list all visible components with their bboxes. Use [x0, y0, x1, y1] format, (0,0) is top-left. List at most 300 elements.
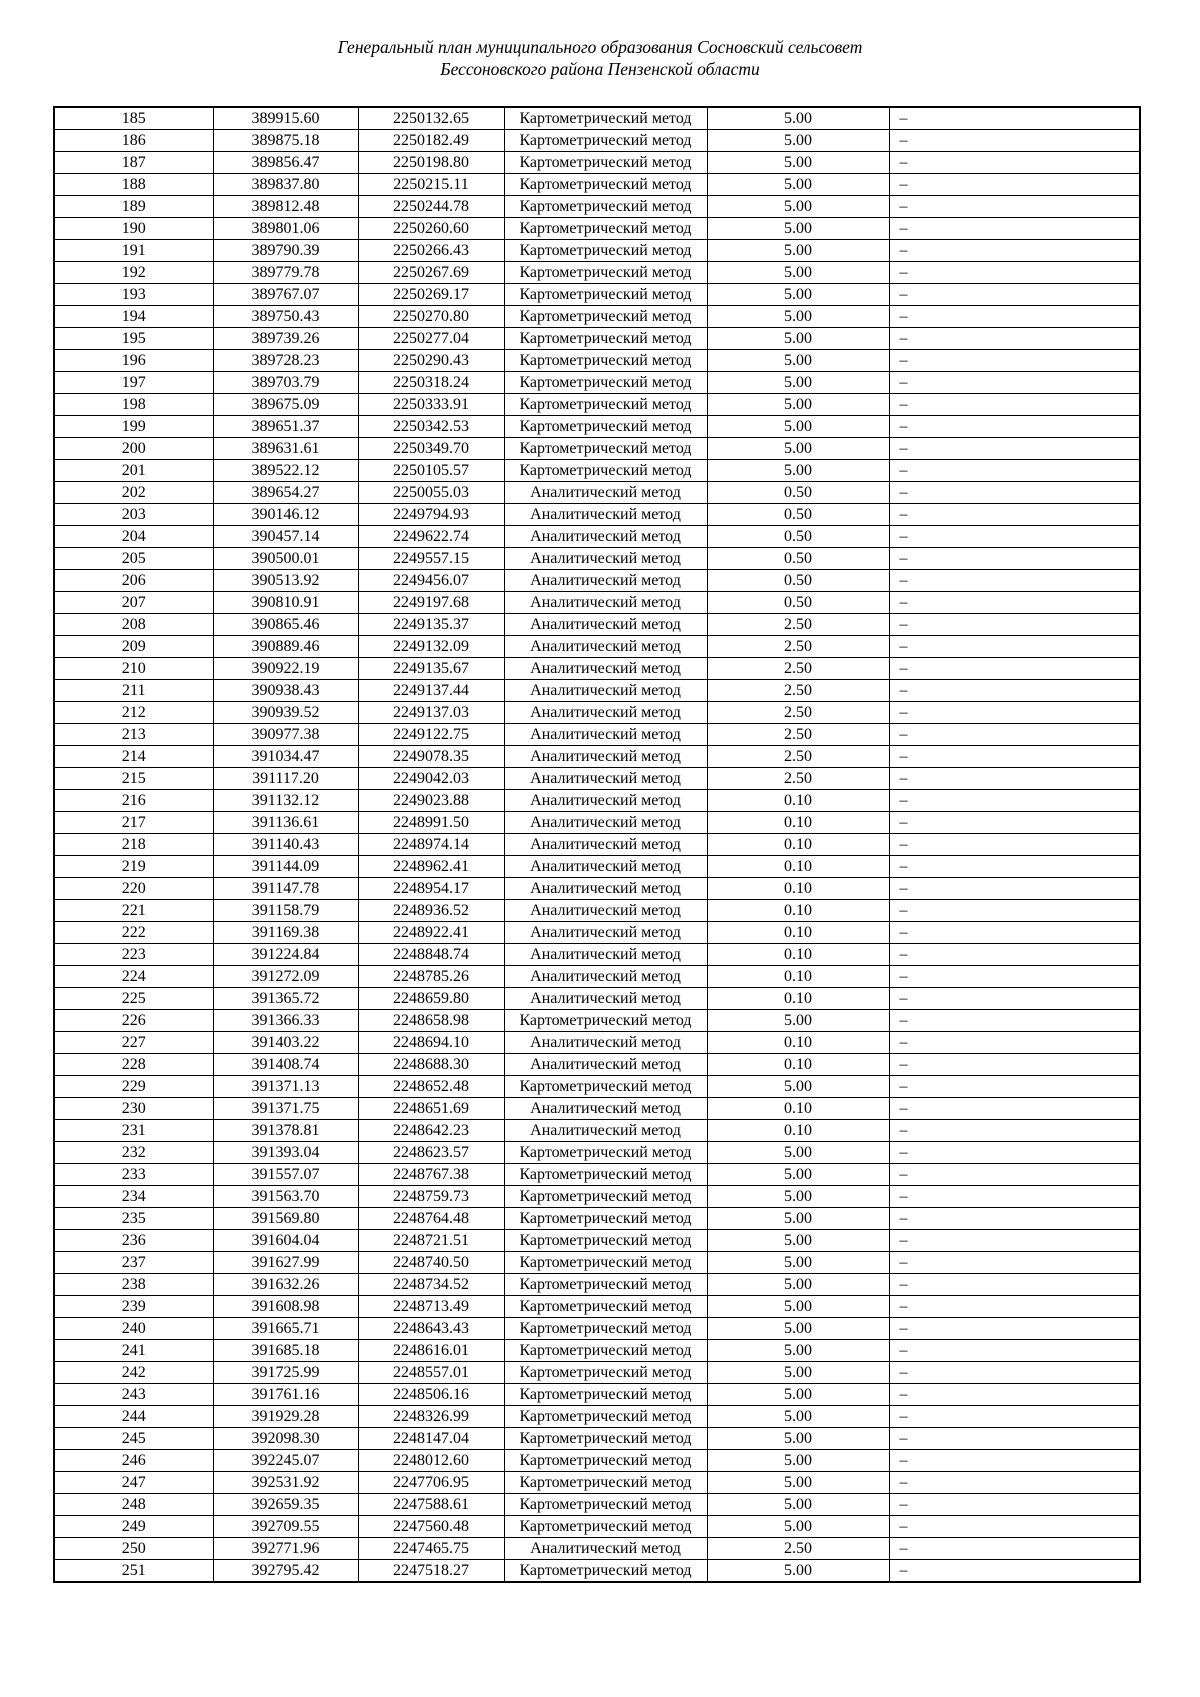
description-cell: – — [889, 1340, 1140, 1362]
table-row — [54, 592, 1140, 614]
table-row — [54, 746, 1140, 768]
description-cell: – — [889, 1010, 1140, 1032]
table-row — [54, 680, 1140, 702]
table-row — [54, 1538, 1140, 1560]
table-row — [54, 1032, 1140, 1054]
x-coordinate-cell: 391366.33 — [213, 1010, 358, 1032]
x-coordinate-cell: 391563.70 — [213, 1186, 358, 1208]
accuracy-cell: 5.00 — [707, 1560, 889, 1583]
method-cell: Картометрический метод — [504, 1164, 707, 1186]
y-coordinate-cell: 2249042.03 — [358, 768, 504, 790]
table-row — [54, 944, 1140, 966]
description-cell: – — [889, 328, 1140, 350]
accuracy-cell: 5.00 — [707, 152, 889, 174]
point-number-cell: 217 — [54, 812, 213, 834]
method-cell: Картометрический метод — [504, 1472, 707, 1494]
point-number-cell: 242 — [54, 1362, 213, 1384]
point-number-cell: 228 — [54, 1054, 213, 1076]
y-coordinate-cell: 2250182.49 — [358, 130, 504, 152]
y-coordinate-cell: 2249132.09 — [358, 636, 504, 658]
method-cell: Картометрический метод — [504, 1186, 707, 1208]
description-cell: – — [889, 262, 1140, 284]
table-row — [54, 526, 1140, 548]
table-row — [54, 614, 1140, 636]
method-cell: Картометрический метод — [504, 174, 707, 196]
y-coordinate-cell: 2248962.41 — [358, 856, 504, 878]
y-coordinate-cell: 2249137.03 — [358, 702, 504, 724]
method-cell: Картометрический метод — [504, 1560, 707, 1583]
description-cell: – — [889, 1472, 1140, 1494]
description-cell: – — [889, 1274, 1140, 1296]
method-cell: Картометрический метод — [504, 372, 707, 394]
y-coordinate-cell: 2248623.57 — [358, 1142, 504, 1164]
method-cell: Картометрический метод — [504, 1362, 707, 1384]
y-coordinate-cell: 2248785.26 — [358, 966, 504, 988]
description-cell: – — [889, 1538, 1140, 1560]
accuracy-cell: 5.00 — [707, 416, 889, 438]
y-coordinate-cell: 2248767.38 — [358, 1164, 504, 1186]
description-cell: – — [889, 702, 1140, 724]
accuracy-cell: 0.50 — [707, 482, 889, 504]
point-number-cell: 197 — [54, 372, 213, 394]
accuracy-cell: 5.00 — [707, 328, 889, 350]
y-coordinate-cell: 2250333.91 — [358, 394, 504, 416]
y-coordinate-cell: 2248658.98 — [358, 1010, 504, 1032]
description-cell: – — [889, 746, 1140, 768]
point-number-cell: 243 — [54, 1384, 213, 1406]
table-row — [54, 658, 1140, 680]
method-cell: Аналитический метод — [504, 834, 707, 856]
method-cell: Аналитический метод — [504, 900, 707, 922]
description-cell: – — [889, 174, 1140, 196]
table-row — [54, 1384, 1140, 1406]
y-coordinate-cell: 2248974.14 — [358, 834, 504, 856]
accuracy-cell: 0.50 — [707, 504, 889, 526]
table-row — [54, 1362, 1140, 1384]
y-coordinate-cell: 2248694.10 — [358, 1032, 504, 1054]
point-number-cell: 251 — [54, 1560, 213, 1583]
point-number-cell: 225 — [54, 988, 213, 1010]
accuracy-cell: 0.10 — [707, 1032, 889, 1054]
accuracy-cell: 5.00 — [707, 350, 889, 372]
x-coordinate-cell: 391393.04 — [213, 1142, 358, 1164]
y-coordinate-cell: 2248991.50 — [358, 812, 504, 834]
description-cell: – — [889, 658, 1140, 680]
y-coordinate-cell: 2250244.78 — [358, 196, 504, 218]
method-cell: Аналитический метод — [504, 944, 707, 966]
x-coordinate-cell: 390810.91 — [213, 592, 358, 614]
method-cell: Аналитический метод — [504, 878, 707, 900]
x-coordinate-cell: 389750.43 — [213, 306, 358, 328]
x-coordinate-cell: 389812.48 — [213, 196, 358, 218]
description-cell: – — [889, 107, 1140, 130]
y-coordinate-cell: 2249557.15 — [358, 548, 504, 570]
method-cell: Картометрический метод — [504, 107, 707, 130]
description-cell: – — [889, 1406, 1140, 1428]
accuracy-cell: 5.00 — [707, 1472, 889, 1494]
x-coordinate-cell: 391272.09 — [213, 966, 358, 988]
method-cell: Картометрический метод — [504, 196, 707, 218]
x-coordinate-cell: 390513.92 — [213, 570, 358, 592]
x-coordinate-cell: 392659.35 — [213, 1494, 358, 1516]
accuracy-cell: 5.00 — [707, 1428, 889, 1450]
method-cell: Картометрический метод — [504, 1010, 707, 1032]
point-number-cell: 250 — [54, 1538, 213, 1560]
y-coordinate-cell: 2249197.68 — [358, 592, 504, 614]
method-cell: Картометрический метод — [504, 328, 707, 350]
accuracy-cell: 0.50 — [707, 548, 889, 570]
y-coordinate-cell: 2250267.69 — [358, 262, 504, 284]
y-coordinate-cell: 2248954.17 — [358, 878, 504, 900]
x-coordinate-cell: 391144.09 — [213, 856, 358, 878]
point-number-cell: 200 — [54, 438, 213, 460]
accuracy-cell: 0.10 — [707, 834, 889, 856]
description-cell: – — [889, 1494, 1140, 1516]
y-coordinate-cell: 2250342.53 — [358, 416, 504, 438]
y-coordinate-cell: 2250318.24 — [358, 372, 504, 394]
document-header — [0, 36, 1200, 80]
description-cell: – — [889, 988, 1140, 1010]
accuracy-cell: 0.10 — [707, 790, 889, 812]
description-cell: – — [889, 1142, 1140, 1164]
y-coordinate-cell: 2248642.23 — [358, 1120, 504, 1142]
point-number-cell: 227 — [54, 1032, 213, 1054]
accuracy-cell: 2.50 — [707, 636, 889, 658]
x-coordinate-cell: 391632.26 — [213, 1274, 358, 1296]
point-number-cell: 226 — [54, 1010, 213, 1032]
x-coordinate-cell: 391132.12 — [213, 790, 358, 812]
x-coordinate-cell: 391403.22 — [213, 1032, 358, 1054]
description-cell: – — [889, 372, 1140, 394]
method-cell: Аналитический метод — [504, 702, 707, 724]
x-coordinate-cell: 391608.98 — [213, 1296, 358, 1318]
x-coordinate-cell: 392098.30 — [213, 1428, 358, 1450]
description-cell: – — [889, 1318, 1140, 1340]
accuracy-cell: 0.10 — [707, 922, 889, 944]
table-row — [54, 416, 1140, 438]
point-number-cell: 201 — [54, 460, 213, 482]
point-number-cell: 249 — [54, 1516, 213, 1538]
point-number-cell: 245 — [54, 1428, 213, 1450]
accuracy-cell: 5.00 — [707, 1450, 889, 1472]
y-coordinate-cell: 2250055.03 — [358, 482, 504, 504]
y-coordinate-cell: 2249122.75 — [358, 724, 504, 746]
x-coordinate-cell: 391929.28 — [213, 1406, 358, 1428]
accuracy-cell: 5.00 — [707, 107, 889, 130]
y-coordinate-cell: 2248936.52 — [358, 900, 504, 922]
description-cell: – — [889, 944, 1140, 966]
description-cell: – — [889, 350, 1140, 372]
method-cell: Картометрический метод — [504, 306, 707, 328]
table-row — [54, 1406, 1140, 1428]
point-number-cell: 224 — [54, 966, 213, 988]
x-coordinate-cell: 389767.07 — [213, 284, 358, 306]
method-cell: Картометрический метод — [504, 1340, 707, 1362]
point-number-cell: 196 — [54, 350, 213, 372]
x-coordinate-cell: 389875.18 — [213, 130, 358, 152]
x-coordinate-cell: 389675.09 — [213, 394, 358, 416]
description-cell: – — [889, 636, 1140, 658]
coordinates-table-body — [54, 107, 1140, 1582]
y-coordinate-cell: 2248848.74 — [358, 944, 504, 966]
point-number-cell: 199 — [54, 416, 213, 438]
description-cell: – — [889, 306, 1140, 328]
table-row — [54, 790, 1140, 812]
description-cell: – — [889, 570, 1140, 592]
table-row — [54, 218, 1140, 240]
point-number-cell: 234 — [54, 1186, 213, 1208]
description-cell: – — [889, 724, 1140, 746]
method-cell: Аналитический метод — [504, 1120, 707, 1142]
table-row — [54, 856, 1140, 878]
y-coordinate-cell: 2249023.88 — [358, 790, 504, 812]
point-number-cell: 198 — [54, 394, 213, 416]
accuracy-cell: 2.50 — [707, 614, 889, 636]
accuracy-cell: 5.00 — [707, 1010, 889, 1032]
x-coordinate-cell: 391408.74 — [213, 1054, 358, 1076]
y-coordinate-cell: 2250349.70 — [358, 438, 504, 460]
table-row — [54, 482, 1140, 504]
table-row — [54, 394, 1140, 416]
x-coordinate-cell: 391685.18 — [213, 1340, 358, 1362]
table-row — [54, 922, 1140, 944]
point-number-cell: 203 — [54, 504, 213, 526]
table-row — [54, 1340, 1140, 1362]
method-cell: Картометрический метод — [504, 416, 707, 438]
y-coordinate-cell: 2249135.67 — [358, 658, 504, 680]
y-coordinate-cell: 2248147.04 — [358, 1428, 504, 1450]
point-number-cell: 240 — [54, 1318, 213, 1340]
x-coordinate-cell: 392245.07 — [213, 1450, 358, 1472]
y-coordinate-cell: 2249622.74 — [358, 526, 504, 548]
table-row — [54, 768, 1140, 790]
y-coordinate-cell: 2248643.43 — [358, 1318, 504, 1340]
y-coordinate-cell: 2248651.69 — [358, 1098, 504, 1120]
point-number-cell: 185 — [54, 107, 213, 130]
table-row — [54, 152, 1140, 174]
y-coordinate-cell: 2248688.30 — [358, 1054, 504, 1076]
point-number-cell: 189 — [54, 196, 213, 218]
table-row — [54, 1186, 1140, 1208]
description-cell: – — [889, 394, 1140, 416]
point-number-cell: 190 — [54, 218, 213, 240]
point-number-cell: 219 — [54, 856, 213, 878]
point-number-cell: 233 — [54, 1164, 213, 1186]
method-cell: Картометрический метод — [504, 1252, 707, 1274]
description-cell: – — [889, 1054, 1140, 1076]
method-cell: Аналитический метод — [504, 922, 707, 944]
table-row — [54, 1428, 1140, 1450]
y-coordinate-cell: 2250290.43 — [358, 350, 504, 372]
point-number-cell: 191 — [54, 240, 213, 262]
point-number-cell: 211 — [54, 680, 213, 702]
x-coordinate-cell: 391665.71 — [213, 1318, 358, 1340]
description-cell: – — [889, 1120, 1140, 1142]
table-row — [54, 1274, 1140, 1296]
table-row — [54, 240, 1140, 262]
accuracy-cell: 5.00 — [707, 372, 889, 394]
point-number-cell: 210 — [54, 658, 213, 680]
y-coordinate-cell: 2248759.73 — [358, 1186, 504, 1208]
x-coordinate-cell: 390939.52 — [213, 702, 358, 724]
description-cell: – — [889, 152, 1140, 174]
header-line-1: Генеральный план муниципального образования Сосновский сельсовет — [337, 37, 863, 57]
point-number-cell: 202 — [54, 482, 213, 504]
description-cell: – — [889, 1384, 1140, 1406]
description-cell: – — [889, 790, 1140, 812]
y-coordinate-cell: 2248652.48 — [358, 1076, 504, 1098]
table-row — [54, 438, 1140, 460]
method-cell: Картометрический метод — [504, 1318, 707, 1340]
method-cell: Аналитический метод — [504, 658, 707, 680]
description-cell: – — [889, 1076, 1140, 1098]
accuracy-cell: 5.00 — [707, 1230, 889, 1252]
method-cell: Картометрический метод — [504, 1428, 707, 1450]
y-coordinate-cell: 2247588.61 — [358, 1494, 504, 1516]
method-cell: Картометрический метод — [504, 1230, 707, 1252]
method-cell: Картометрический метод — [504, 1384, 707, 1406]
method-cell: Аналитический метод — [504, 724, 707, 746]
accuracy-cell: 5.00 — [707, 1252, 889, 1274]
table-row — [54, 107, 1140, 130]
table-row — [54, 988, 1140, 1010]
x-coordinate-cell: 391371.75 — [213, 1098, 358, 1120]
x-coordinate-cell: 389522.12 — [213, 460, 358, 482]
table-row — [54, 1252, 1140, 1274]
accuracy-cell: 5.00 — [707, 1340, 889, 1362]
method-cell: Аналитический метод — [504, 746, 707, 768]
x-coordinate-cell: 390938.43 — [213, 680, 358, 702]
y-coordinate-cell: 2248922.41 — [358, 922, 504, 944]
accuracy-cell: 5.00 — [707, 394, 889, 416]
point-number-cell: 239 — [54, 1296, 213, 1318]
point-number-cell: 204 — [54, 526, 213, 548]
accuracy-cell: 0.10 — [707, 856, 889, 878]
x-coordinate-cell: 389728.23 — [213, 350, 358, 372]
description-cell: – — [889, 592, 1140, 614]
point-number-cell: 238 — [54, 1274, 213, 1296]
accuracy-cell: 5.00 — [707, 306, 889, 328]
method-cell: Картометрический метод — [504, 350, 707, 372]
description-cell: – — [889, 240, 1140, 262]
description-cell: – — [889, 460, 1140, 482]
accuracy-cell: 5.00 — [707, 196, 889, 218]
accuracy-cell: 2.50 — [707, 768, 889, 790]
description-cell: – — [889, 1208, 1140, 1230]
accuracy-cell: 5.00 — [707, 130, 889, 152]
table-row — [54, 350, 1140, 372]
method-cell: Аналитический метод — [504, 526, 707, 548]
x-coordinate-cell: 391158.79 — [213, 900, 358, 922]
method-cell: Картометрический метод — [504, 1494, 707, 1516]
y-coordinate-cell: 2249137.44 — [358, 680, 504, 702]
method-cell: Картометрический метод — [504, 240, 707, 262]
y-coordinate-cell: 2247560.48 — [358, 1516, 504, 1538]
x-coordinate-cell: 389779.78 — [213, 262, 358, 284]
table-row — [54, 1516, 1140, 1538]
accuracy-cell: 0.50 — [707, 570, 889, 592]
accuracy-cell: 5.00 — [707, 1318, 889, 1340]
point-number-cell: 222 — [54, 922, 213, 944]
description-cell: – — [889, 966, 1140, 988]
description-cell: – — [889, 768, 1140, 790]
description-cell: – — [889, 1098, 1140, 1120]
method-cell: Аналитический метод — [504, 1098, 707, 1120]
point-number-cell: 235 — [54, 1208, 213, 1230]
point-number-cell: 212 — [54, 702, 213, 724]
x-coordinate-cell: 389654.27 — [213, 482, 358, 504]
y-coordinate-cell: 2248326.99 — [358, 1406, 504, 1428]
y-coordinate-cell: 2250260.60 — [358, 218, 504, 240]
method-cell: Аналитический метод — [504, 768, 707, 790]
accuracy-cell: 0.10 — [707, 1098, 889, 1120]
table-row — [54, 306, 1140, 328]
point-number-cell: 246 — [54, 1450, 213, 1472]
y-coordinate-cell: 2248740.50 — [358, 1252, 504, 1274]
table-row — [54, 1296, 1140, 1318]
y-coordinate-cell: 2250266.43 — [358, 240, 504, 262]
point-number-cell: 237 — [54, 1252, 213, 1274]
x-coordinate-cell: 390889.46 — [213, 636, 358, 658]
description-cell: – — [889, 438, 1140, 460]
method-cell: Аналитический метод — [504, 504, 707, 526]
y-coordinate-cell: 2250277.04 — [358, 328, 504, 350]
description-cell: – — [889, 218, 1140, 240]
table-row — [54, 1120, 1140, 1142]
method-cell: Картометрический метод — [504, 1076, 707, 1098]
point-number-cell: 187 — [54, 152, 213, 174]
table-row — [54, 1164, 1140, 1186]
accuracy-cell: 5.00 — [707, 174, 889, 196]
accuracy-cell: 5.00 — [707, 1076, 889, 1098]
accuracy-cell: 5.00 — [707, 1274, 889, 1296]
point-number-cell: 213 — [54, 724, 213, 746]
table-row — [54, 1472, 1140, 1494]
y-coordinate-cell: 2248659.80 — [358, 988, 504, 1010]
y-coordinate-cell: 2249794.93 — [358, 504, 504, 526]
x-coordinate-cell: 391136.61 — [213, 812, 358, 834]
description-cell: – — [889, 196, 1140, 218]
description-cell: – — [889, 856, 1140, 878]
point-number-cell: 223 — [54, 944, 213, 966]
table-row — [54, 504, 1140, 526]
y-coordinate-cell: 2248012.60 — [358, 1450, 504, 1472]
x-coordinate-cell: 391140.43 — [213, 834, 358, 856]
y-coordinate-cell: 2248713.49 — [358, 1296, 504, 1318]
table-row — [54, 174, 1140, 196]
description-cell: – — [889, 614, 1140, 636]
method-cell: Аналитический метод — [504, 790, 707, 812]
point-number-cell: 220 — [54, 878, 213, 900]
method-cell: Картометрический метод — [504, 1274, 707, 1296]
description-cell: – — [889, 812, 1140, 834]
x-coordinate-cell: 390922.19 — [213, 658, 358, 680]
x-coordinate-cell: 391224.84 — [213, 944, 358, 966]
y-coordinate-cell: 2248557.01 — [358, 1362, 504, 1384]
x-coordinate-cell: 391604.04 — [213, 1230, 358, 1252]
coordinates-table — [53, 106, 1141, 1583]
accuracy-cell: 2.50 — [707, 702, 889, 724]
x-coordinate-cell: 389739.26 — [213, 328, 358, 350]
point-number-cell: 236 — [54, 1230, 213, 1252]
method-cell: Картометрический метод — [504, 152, 707, 174]
table-row — [54, 548, 1140, 570]
table-row — [54, 1010, 1140, 1032]
accuracy-cell: 5.00 — [707, 438, 889, 460]
table-row — [54, 812, 1140, 834]
x-coordinate-cell: 391117.20 — [213, 768, 358, 790]
x-coordinate-cell: 389651.37 — [213, 416, 358, 438]
